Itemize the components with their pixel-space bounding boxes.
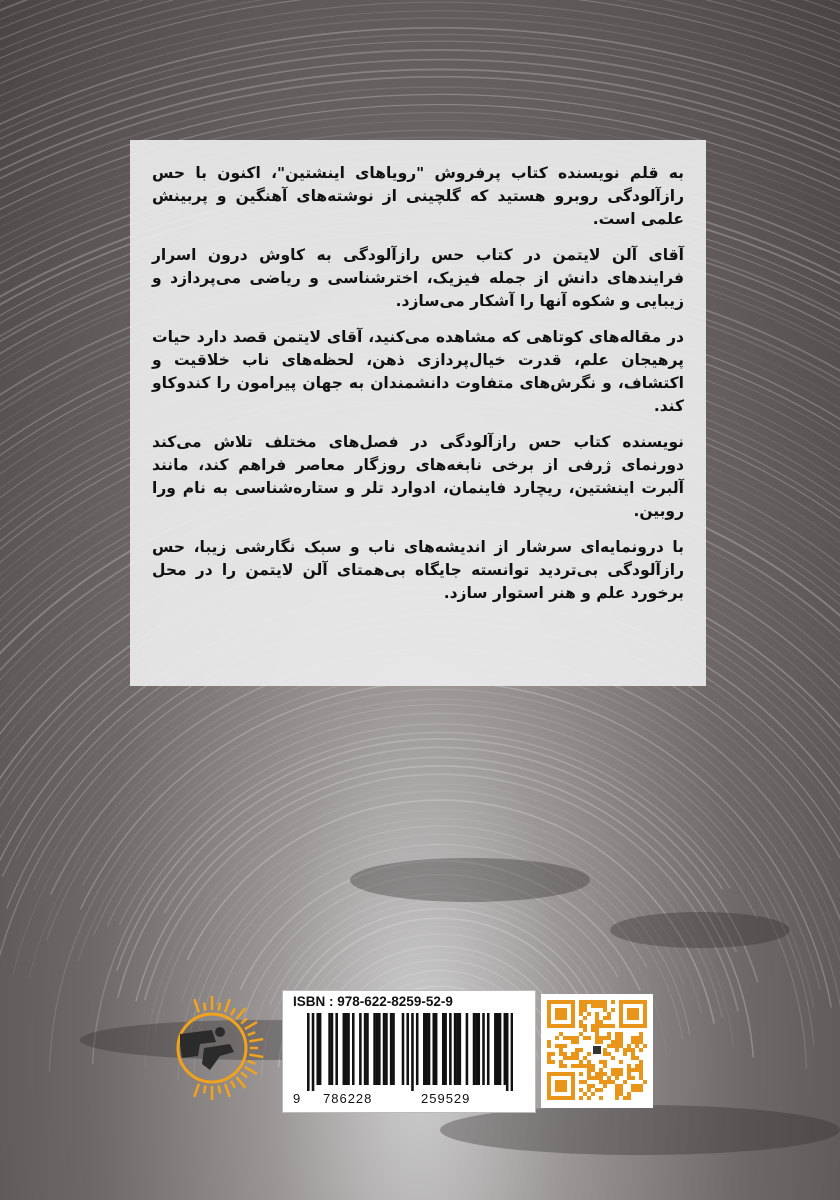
blurb-paragraph-4: نویسنده کتاب حس رازآلودگی در فصل‌های مختلف تلاش می‌کند دورنمای ژرفی از برخی نابغه‌های روزگار معاصر فراهم کند، مانند آلبرت اینشتین، ریچارد فاینمان، ادوارد تلر و ستاره‌شناسی به نام ورا روبین. (152, 433, 684, 520)
blurb-paragraph-1: به قلم نویسنده کتاب پرفروش "رویاهای اینشتین"، اکنون با حس رازآلودگی روبرو هستید که گلچینی از نوشته‌های آهنگین و پربینش علمی است. (152, 164, 684, 228)
blurb-panel (130, 140, 706, 686)
barcode-digit-lead: 9 (293, 1091, 302, 1106)
qr-code-icon (547, 1000, 647, 1100)
blurb-paragraph-3: در مقاله‌های کوتاهی که مشاهده می‌کنید، آقای لایتمن قصد دارد حیات پرهیجان علم، قدرت خیال‌پردازی ذهن، لحظه‌های ناب خلاقیت و اکتشاف، و نگرش‌های متفاوت دانشمندان به جهان پیرامون را کندوکاو کند. (152, 328, 684, 415)
isbn-text: ISBN : 978-622-8259-52-9 (293, 994, 453, 1009)
sun-rider-logo-icon (160, 982, 270, 1117)
publisher-logo (160, 982, 270, 1121)
barcode-digits-left: 786228 (323, 1091, 373, 1106)
blurb-paragraph-2: آقای آلن لایتمن در کتاب حس رازآلودگی به کاوش درون اسرار فرایندهای دانش از جمله فیزیک، اخترشناسی و ریاضی می‌پردازد و زیبایی و شکوه آنها را آشکار می‌سازد. (152, 246, 684, 310)
barcode-digits-right: 259529 (421, 1091, 471, 1106)
isbn-barcode (282, 990, 536, 1113)
qr-code (541, 994, 653, 1108)
blurb-paragraph-5: با درونمایه‌ای سرشار از اندیشه‌های ناب و سبک نگارشی زیبا، حس رازآلودگی بی‌تردید توانسته جایگاه بی‌همتای آلن لایتمن را در محل برخورد علم و هنر استوار سازد. (152, 538, 684, 602)
barcode-bars (307, 1013, 513, 1091)
